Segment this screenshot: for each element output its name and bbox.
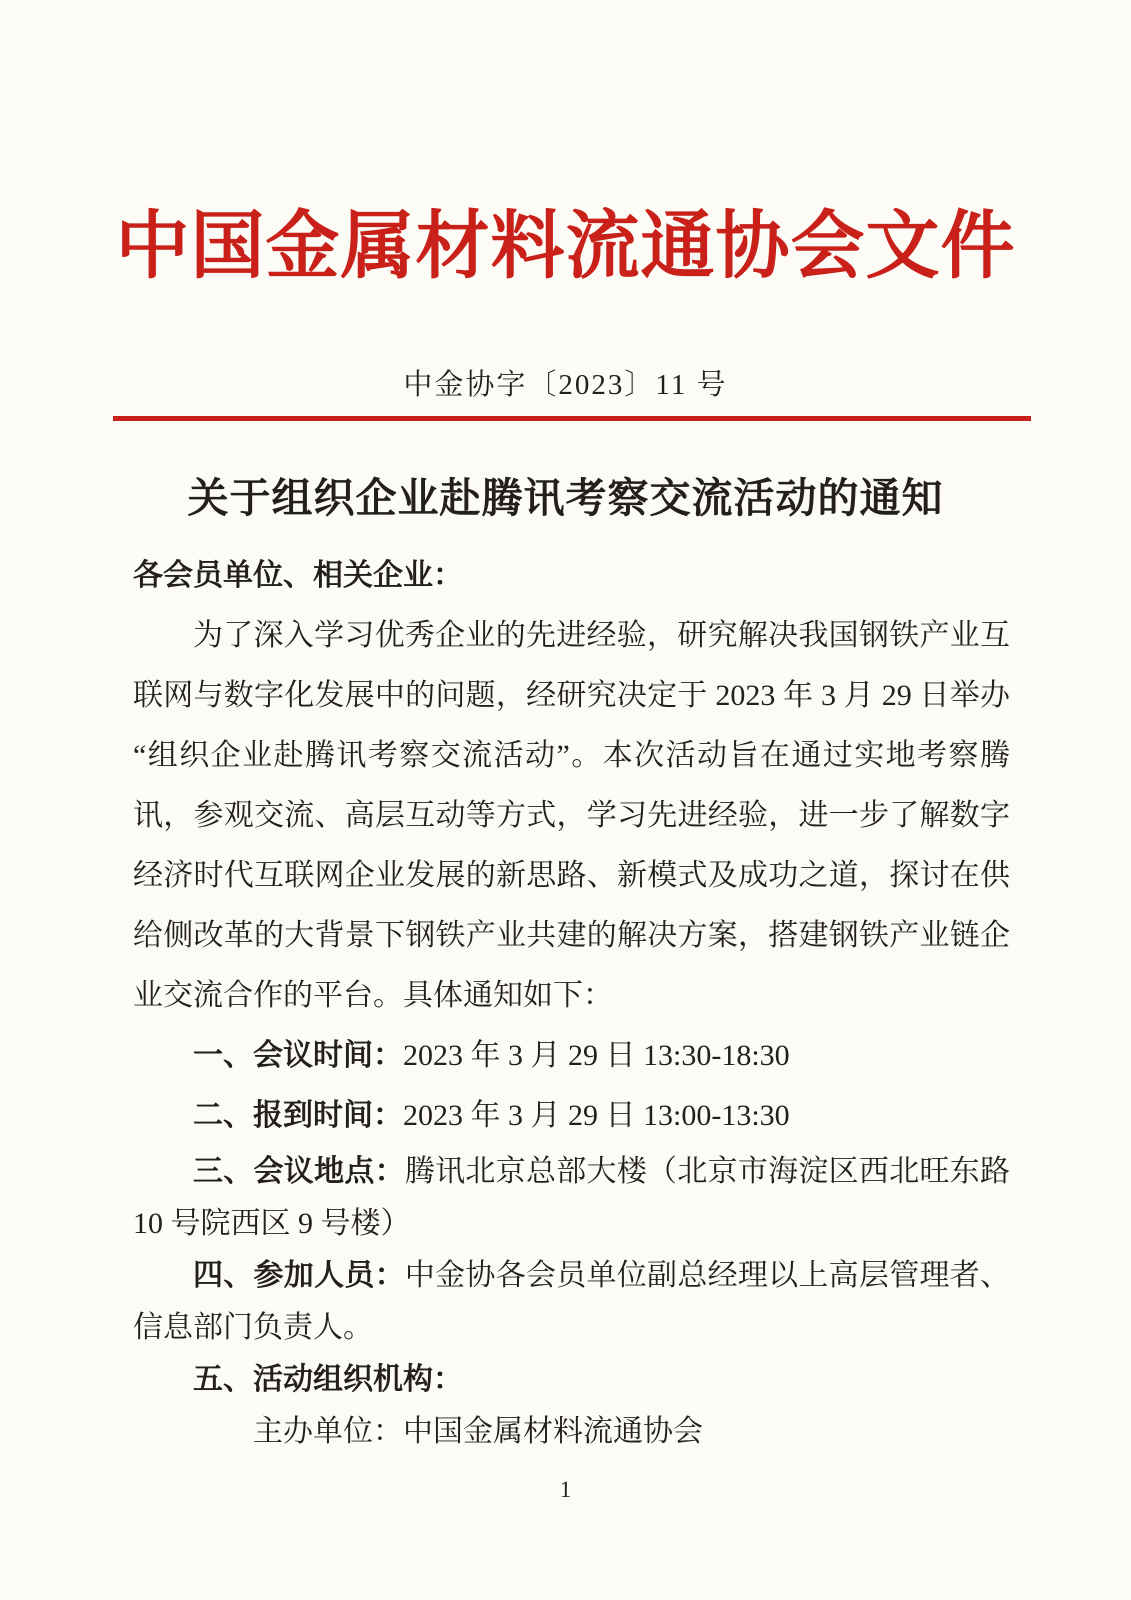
line-text: 给侧改革的大背景下钢铁产业共建的解决方案，搭建钢铁产业链企 (133, 919, 1010, 952)
org-letterhead-title: 中国金属材料流通协会文件 (115, 206, 1016, 288)
body-line (133, 1026, 1010, 1086)
line-text: 2023 年 3 月 29 日 13:30-18:30 (403, 1039, 790, 1072)
line-text: 经济时代互联网企业发展的新思路、新模式及成功之道，探讨在供 (133, 859, 1010, 892)
line-bold-label: 各会员单位、相关企业： (133, 559, 463, 592)
body-line (133, 1086, 1010, 1146)
doc-number: 中金协字〔2023〕11 号 (403, 369, 728, 401)
body-line (133, 666, 1010, 726)
page-number: 1 (559, 1477, 572, 1502)
line-text: 10 号院西区 9 号楼） (133, 1207, 411, 1240)
doc-body (133, 546, 1010, 1458)
line-text: 信息部门负责人。 (133, 1311, 373, 1344)
line-text: 主办单位：中国金属材料流通协会 (253, 1415, 703, 1448)
body-line (133, 786, 1010, 846)
line-text: 联网与数字化发展中的问题，经研究决定于 2023 年 3 月 29 日举办 (133, 679, 1010, 712)
body-line (133, 1250, 1010, 1302)
body-line (133, 606, 1010, 666)
red-divider-line (113, 416, 1031, 421)
body-line (133, 546, 1010, 606)
line-text: 腾讯北京总部大楼（北京市海淀区西北旺东路 (404, 1155, 1011, 1188)
line-bold-label: 四、参加人员： (193, 1259, 405, 1292)
line-bold-label: 二、报到时间： (193, 1099, 403, 1132)
body-line (133, 906, 1010, 966)
line-text: 中金协各会员单位副总经理以上高层管理者、 (404, 1259, 1011, 1292)
line-text: 业交流合作的平台。具体通知如下： (133, 979, 613, 1012)
line-bold-label: 五、活动组织机构： (193, 1363, 463, 1396)
line-text: “组织企业赴腾讯考察交流活动”。本次活动旨在通过实地考察腾 (133, 739, 1010, 772)
body-line (133, 846, 1010, 906)
doc-title: 关于组织企业赴腾讯考察交流活动的通知 (187, 475, 944, 521)
body-line (133, 1198, 1010, 1250)
line-bold-label: 一、会议时间： (193, 1039, 403, 1072)
body-line (133, 966, 1010, 1026)
line-bold-label: 三、会议地点： (193, 1155, 405, 1188)
body-line (133, 726, 1010, 786)
body-line (133, 1302, 1010, 1354)
line-text: 为了深入学习优秀企业的先进经验，研究解决我国钢铁产业互 (193, 619, 1010, 652)
body-line (133, 1354, 1010, 1406)
line-text: 讯，参观交流、高层互动等方式，学习先进经验，进一步了解数字 (133, 799, 1010, 832)
body-line (133, 1406, 1010, 1458)
body-line (133, 1146, 1010, 1198)
line-text: 2023 年 3 月 29 日 13:00-13:30 (403, 1099, 790, 1132)
